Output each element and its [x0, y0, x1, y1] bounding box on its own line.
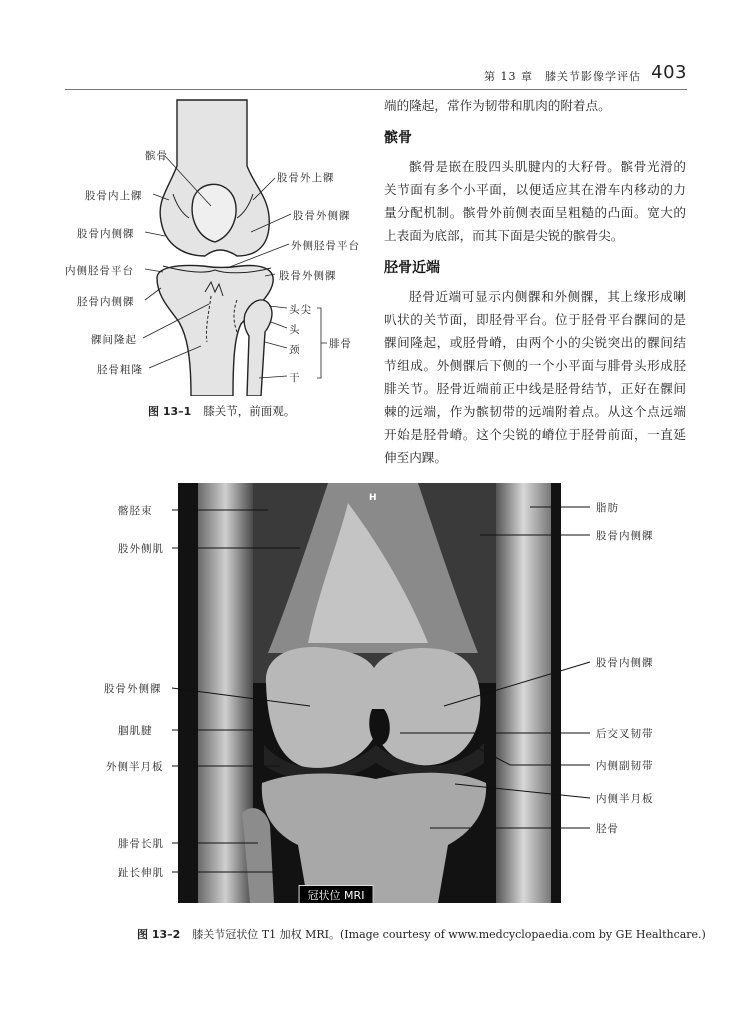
- mri-label-fat: 脂肪: [596, 502, 619, 514]
- label-med-tibial-plateau: 内侧胫骨平台: [65, 265, 134, 277]
- paragraph-patella: 髌骨是嵌在股四头肌腱内的大籽骨。髌骨光滑的关节面有多个小平面，以便适应其在滑车内移动的力量分配机制。髌骨外前侧表面呈粗糙的凸面。宽大的上表面为底部，而其下面是尖锐的髌骨尖。: [384, 159, 686, 243]
- mri-label-tibia: 胫骨: [596, 823, 619, 835]
- mri-label-vastus-lateralis: 股外侧肌: [118, 543, 164, 555]
- mri-label-peroneus-longus: 腓骨长肌: [118, 838, 164, 850]
- figure-2-caption: [137, 926, 706, 942]
- label-med-condyle: 股骨内侧髁: [77, 228, 135, 240]
- label-tibial-tuberosity: 胫骨粗隆: [97, 364, 143, 376]
- paragraph-proximal-tibia: 胫骨近端可显示内侧髁和外侧髁，其上缘形成喇叭状的关节面，即胫骨平台。位于胫骨平台髁间的是髁间隆起，或胫骨嵴，由两个小的尖锐突出的髁间结节组成。外侧髁后下侧的一个小平面与腓骨头形成胫腓关节。胫骨近端前正中线是胫骨结节，正好在髁间棘的远端，作为髌韧带的远端附着点。从这个点远端开始是胫骨嵴。这个尖锐的嵴位于胫骨前面，一直延伸至内踝。: [384, 289, 686, 465]
- figure-2-text: 膝关节冠状位 T1 加权 MRI。(Image courtesy of www.medcyclopaedia.com by GE Healthcare.): [192, 928, 706, 941]
- mri-label-pcl: 后交叉韧带: [596, 728, 654, 740]
- mri-overlay-label: 冠状位 MRI: [299, 885, 374, 903]
- label-lat-condyle-2: 股骨外侧髁: [279, 270, 337, 282]
- paragraph-continued: 端的隆起，常作为韧带和肌肉的附着点。: [384, 98, 611, 113]
- mri-label-med-femoral-condyle: 股骨内侧髁: [596, 530, 654, 542]
- label-lat-epicondyle: 股骨外上髁: [277, 172, 335, 184]
- label-lat-tibial-plateau: 外侧胫骨平台: [291, 240, 360, 252]
- label-fibula-neck: 颈: [289, 344, 301, 356]
- mri-label-lat-meniscus: 外侧半月板: [106, 761, 164, 773]
- label-fibula-apex: 头尖: [289, 304, 312, 316]
- mri-label-popliteus-tendon: 腘肌腱: [118, 725, 153, 737]
- mri-figure: [178, 483, 561, 903]
- label-fibula: 腓骨: [329, 338, 352, 350]
- section-heading-proximal-tibia: 胫骨近端: [384, 260, 440, 276]
- label-fibula-shaft: 干: [289, 372, 301, 384]
- mri-label-med-meniscus: 内侧半月板: [596, 793, 654, 805]
- figure-1-number: 图 13–1: [148, 405, 192, 418]
- label-intercondylar: 髁间隆起: [91, 334, 137, 346]
- label-med-tibial-condyle: 胫骨内侧髁: [77, 296, 135, 308]
- chapter-title: 第 13 章 膝关节影像学评估: [484, 70, 641, 83]
- figure-1-text: 膝关节，前面观。: [203, 404, 296, 418]
- label-med-epicondyle: 股骨内上髁: [85, 190, 143, 202]
- mri-label-lat-femoral-condyle: 股骨外侧髁: [104, 683, 162, 695]
- figure-2-number: 图 13–2: [137, 928, 181, 941]
- mri-label-mcl: 内侧副韧带: [596, 760, 654, 772]
- mri-label-it-band: 髂胫束: [118, 505, 153, 517]
- page-number: 403: [651, 62, 687, 83]
- label-fibula-head: 头: [289, 324, 301, 336]
- label-patella: 髌骨: [145, 150, 168, 162]
- mri-label-med-femoral-condyle-2: 股骨内侧髁: [596, 657, 654, 669]
- mri-marker: H: [369, 493, 377, 503]
- section-heading-patella: 髌骨: [384, 130, 412, 146]
- label-lat-condyle: 股骨外侧髁: [293, 210, 351, 222]
- mri-label-ext-digitorum: 趾长伸肌: [118, 867, 164, 879]
